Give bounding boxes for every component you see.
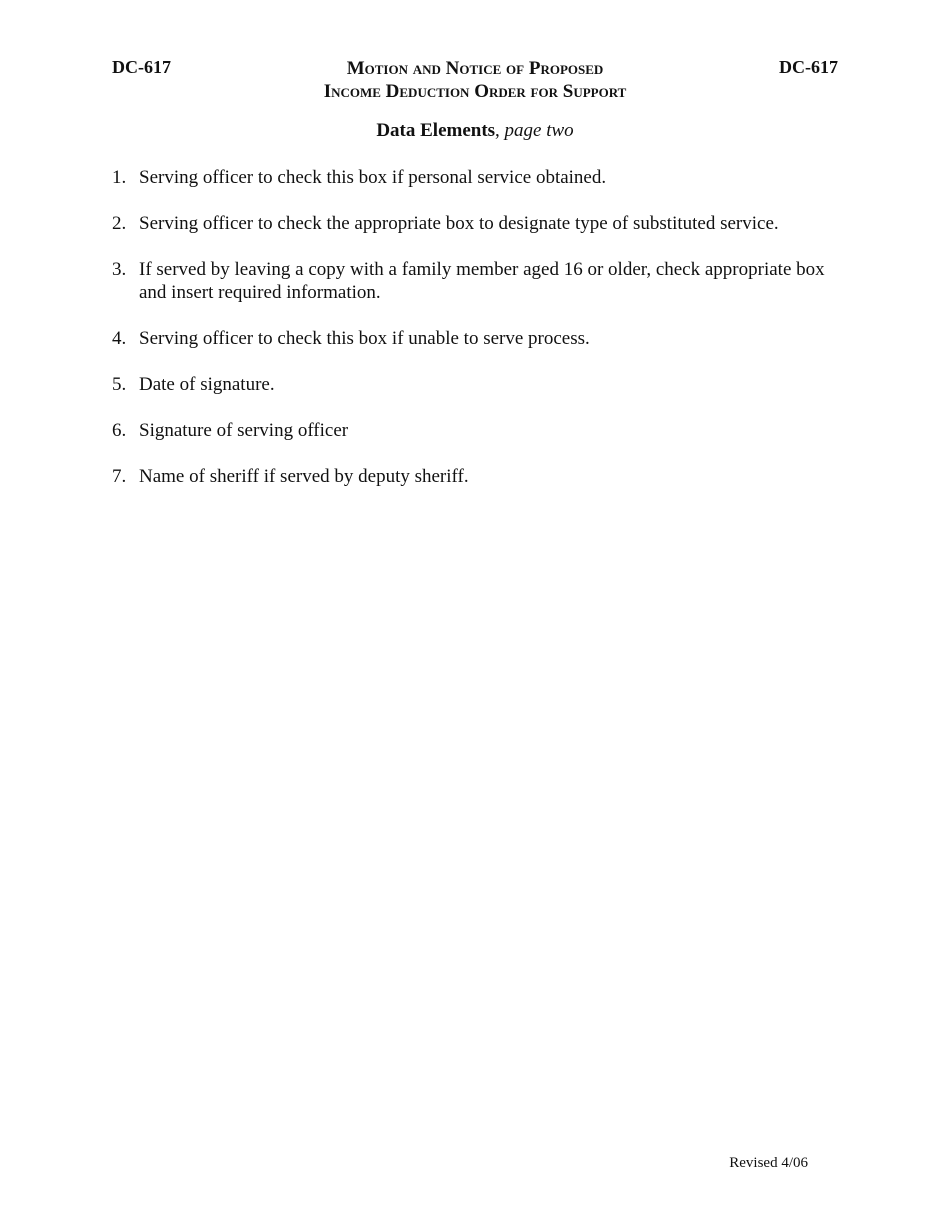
form-id-right: DC-617	[779, 57, 838, 77]
subtitle-bold: Data Elements	[376, 120, 496, 141]
list-item	[112, 465, 842, 488]
list-item	[112, 166, 842, 189]
list-item	[112, 258, 842, 304]
title-line-1: Motion and Notice of Proposed	[346, 58, 604, 79]
form-id-left: DC-617	[112, 57, 171, 77]
item-text: Date of signature.	[139, 374, 275, 395]
item-number: 7.	[112, 466, 127, 487]
title-line-2: Income Deduction Order for Support	[323, 81, 627, 102]
section-subtitle	[0, 120, 950, 142]
item-text: Serving officer to check the appropriate box to designate type of substituted service.	[139, 213, 779, 234]
item-number: 5.	[112, 374, 127, 395]
item-text: Serving officer to check this box if personal service obtained.	[139, 167, 607, 188]
revision-note: Revised 4/06	[729, 1155, 808, 1171]
item-number: 2.	[112, 213, 127, 234]
list-item	[112, 419, 842, 442]
item-text: If served by leaving a copy with a family member aged 16 or older, check appropriate box and insert required information.	[139, 259, 825, 303]
subtitle-italic: page two	[504, 120, 574, 141]
document-title	[0, 57, 950, 103]
data-elements-list	[112, 166, 842, 511]
item-text: Name of sheriff if served by deputy sheriff.	[139, 466, 469, 487]
list-item	[112, 212, 842, 235]
item-number: 1.	[112, 167, 127, 188]
item-number: 4.	[112, 328, 127, 349]
list-item	[112, 373, 842, 396]
item-text: Serving officer to check this box if unable to serve process.	[139, 328, 590, 349]
item-number: 6.	[112, 420, 127, 441]
item-number: 3.	[112, 259, 127, 280]
list-item	[112, 327, 842, 350]
item-text: Signature of serving officer	[139, 420, 349, 441]
subtitle-separator: ,	[495, 120, 505, 141]
